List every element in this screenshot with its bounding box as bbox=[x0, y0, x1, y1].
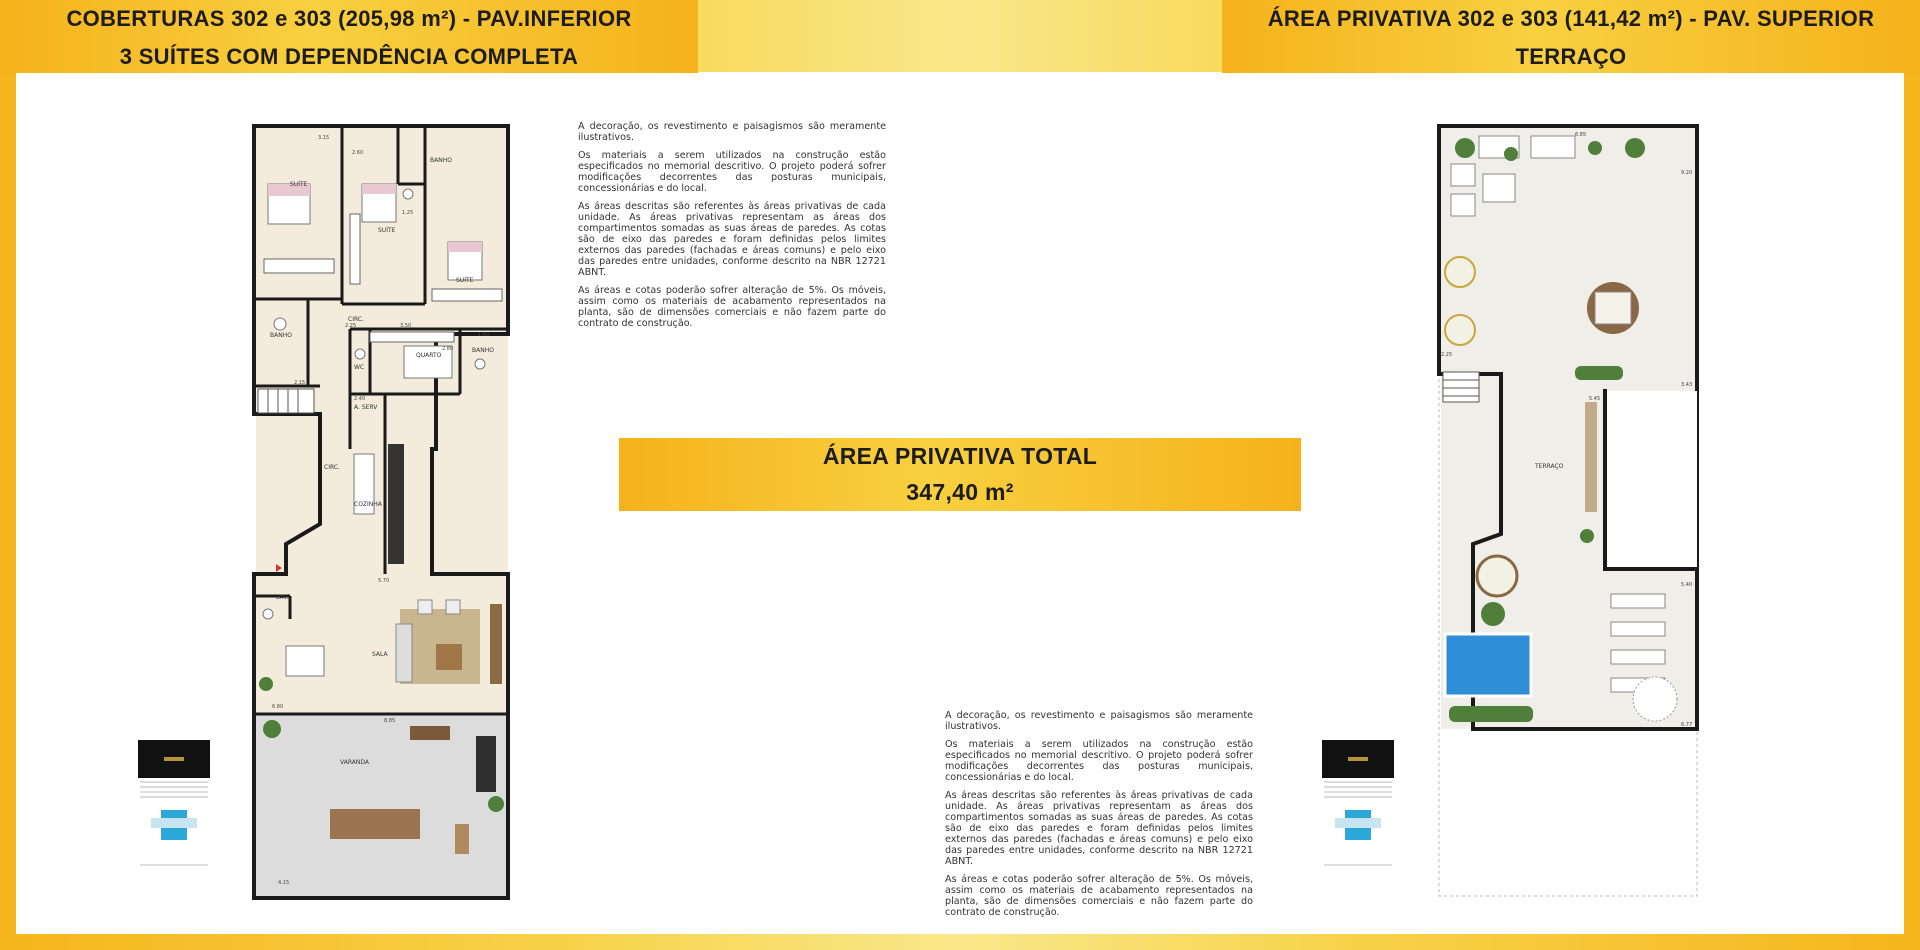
armchair-icon bbox=[418, 600, 432, 614]
wardrobe-icon bbox=[432, 289, 502, 301]
dimension-label: 9.20 bbox=[1681, 170, 1693, 176]
umbrella-icon bbox=[1633, 677, 1677, 721]
plant-icon bbox=[1580, 529, 1594, 543]
room-label: COZINHA bbox=[354, 501, 382, 508]
room-label: LAV. bbox=[276, 594, 289, 601]
bedding-icon bbox=[362, 184, 396, 194]
dining-table-icon bbox=[286, 646, 324, 676]
round-lounger-icon bbox=[1445, 315, 1475, 345]
round-lounger-icon bbox=[1477, 556, 1517, 596]
lounge-chairs-icon bbox=[410, 726, 450, 740]
dimension-label: 4.15 bbox=[278, 880, 290, 886]
bench-icon bbox=[455, 824, 469, 854]
lower-floor-banner bbox=[0, 0, 698, 73]
armchair-icon bbox=[1451, 194, 1475, 216]
upper-floor-title: ÁREA PRIVATIVA 302 e 303 (141,42 m²) - PAV. SUPERIOR bbox=[1267, 6, 1875, 31]
lower-floor-subtitle: 3 SUÍTES COM DEPENDÊNCIA COMPLETA bbox=[119, 44, 579, 69]
toilet-icon bbox=[274, 318, 286, 330]
stairs-icon bbox=[1443, 372, 1479, 402]
dimension-label: 5.45 bbox=[1589, 396, 1601, 402]
upper-floor-banner bbox=[1222, 0, 1920, 73]
dining-table-icon bbox=[1595, 292, 1631, 324]
total-area-banner bbox=[619, 438, 1301, 511]
void-area bbox=[1607, 391, 1697, 567]
room-label: CIRC. bbox=[348, 316, 364, 323]
dimension-label: 3.43 bbox=[1681, 382, 1693, 388]
note-paragraph: A decoração, os revestimento e paisagismos são meramente ilustrativos. bbox=[945, 710, 1253, 732]
plant-icon bbox=[259, 677, 273, 691]
dimension-label: 5.70 bbox=[378, 578, 390, 584]
sofa-icon bbox=[1531, 136, 1575, 158]
wardrobe-icon bbox=[350, 214, 360, 284]
sunbed-icon bbox=[1611, 650, 1665, 664]
room-label: QUARTO bbox=[416, 352, 442, 359]
plant-icon bbox=[1625, 138, 1645, 158]
dimension-label: 1.25 bbox=[402, 210, 414, 216]
planter-bench-icon bbox=[1585, 402, 1597, 512]
dimension-label: 3.50 bbox=[400, 323, 412, 329]
key-plan-map bbox=[151, 806, 197, 846]
key-plan-map bbox=[1335, 806, 1381, 846]
disclaimer-notes-bottom bbox=[945, 710, 1253, 925]
toilet-icon bbox=[403, 189, 413, 199]
plant-icon bbox=[488, 796, 504, 812]
dimension-label: 2.40 bbox=[354, 396, 366, 402]
room-label: SUÍTE bbox=[456, 277, 474, 284]
room-label: TERRAÇO bbox=[1535, 463, 1564, 470]
dimension-label: 6.80 bbox=[272, 704, 284, 710]
toilet-icon bbox=[475, 359, 485, 369]
stairs-icon bbox=[258, 389, 314, 413]
upper-floor-plan bbox=[1435, 124, 1700, 904]
dimension-label: 2.25 bbox=[1441, 352, 1453, 358]
armchair-icon bbox=[1451, 164, 1475, 186]
note-paragraph: Os materiais a serem utilizados na construção estão especificados no memorial descritivo. O projeto poderá sofrer modificações decorrentes das posturas municipais, concessionárias e do local. bbox=[578, 150, 886, 194]
room-label: BANHO bbox=[270, 332, 292, 339]
coffee-table-icon bbox=[1483, 174, 1515, 202]
note-paragraph: As áreas descritas são referentes às áreas privativas de cada unidade. As áreas privativas representam as áreas dos compartimentos somadas as suas áreas de paredes. As cotas são de eixo das paredes e foram definidas pelos limites externos das paredes (fachadas e áreas comuns) e pelo eixo das paredes entre unidades, conforme descrito na NBR 12721 ABNT. bbox=[945, 790, 1253, 867]
round-lounger-icon bbox=[1445, 257, 1475, 287]
kitchen-counter-icon bbox=[388, 444, 404, 564]
room-label: A. SERV bbox=[354, 404, 378, 411]
note-paragraph: As áreas e cotas poderão sofrer alteração de 5%. Os móveis, assim como os materiais de acabamento representados na planta, são de dimensões comerciais e não fazem parte do contrato de construção. bbox=[578, 285, 886, 329]
armchair-icon bbox=[446, 600, 460, 614]
dimension-label: 6.77 bbox=[1681, 722, 1693, 728]
room-label: SALA bbox=[372, 651, 388, 658]
lower-floor-plan bbox=[250, 124, 515, 902]
total-area-label: ÁREA PRIVATIVA TOTAL bbox=[822, 443, 1098, 469]
dimension-label: 2.60 bbox=[352, 150, 364, 156]
plant-row-icon bbox=[1575, 366, 1623, 380]
plant-icon bbox=[1455, 138, 1475, 158]
dimension-label: 6.85 bbox=[1575, 132, 1587, 138]
pool-icon bbox=[1445, 634, 1531, 696]
sofa-icon bbox=[396, 624, 412, 682]
bedding-icon bbox=[448, 242, 482, 252]
sunbed-icon bbox=[1611, 622, 1665, 636]
note-paragraph: As áreas e cotas poderão sofrer alteração de 5%. Os móveis, assim como os materiais de acabamento representados na planta, são de dimensões comerciais e não fazem parte do contrato de construção. bbox=[945, 874, 1253, 918]
plant-icon bbox=[1481, 602, 1505, 626]
grill-icon bbox=[476, 736, 496, 792]
note-paragraph: A decoração, os revestimento e paisagismos são meramente ilustrativos. bbox=[578, 121, 886, 143]
varanda-floor bbox=[256, 714, 508, 898]
developer-logo bbox=[1322, 740, 1394, 778]
plant-row-icon bbox=[1449, 706, 1533, 722]
dimension-label: 2.80 bbox=[442, 346, 454, 352]
key-plan-upper bbox=[1322, 740, 1394, 918]
room-label: SUÍTE bbox=[378, 227, 396, 234]
plant-icon bbox=[1588, 141, 1602, 155]
disclaimer-notes-top bbox=[578, 121, 886, 336]
room-label: BANHO bbox=[472, 347, 494, 354]
coffee-table-icon bbox=[436, 644, 462, 670]
plant-icon bbox=[1504, 147, 1518, 161]
key-plan-lower bbox=[138, 740, 210, 918]
room-label: SUÍTE bbox=[290, 181, 308, 188]
upper-floor-subtitle: TERRAÇO bbox=[1515, 44, 1627, 69]
dimension-label: 3.15 bbox=[318, 135, 330, 141]
room-label: VARANDA bbox=[340, 759, 369, 766]
note-paragraph: As áreas descritas são referentes às áreas privativas de cada unidade. As áreas privativas representam as áreas dos compartimentos somadas as suas áreas de paredes. As cotas são de eixo das paredes e foram definidas pelos limites externos das paredes (fachadas e áreas comuns) e pelo eixo das paredes entre unidades, conforme descrito na NBR 12721 ABNT. bbox=[578, 201, 886, 278]
dimension-label: 8.85 bbox=[384, 718, 396, 724]
dimension-label: 1.60 bbox=[478, 332, 490, 338]
outdoor-table-icon bbox=[330, 809, 420, 839]
toilet-icon bbox=[263, 609, 273, 619]
dimension-label: 5.40 bbox=[1681, 582, 1693, 588]
dimension-label: 2.15 bbox=[294, 380, 306, 386]
sunbed-icon bbox=[1611, 594, 1665, 608]
developer-logo bbox=[138, 740, 210, 778]
room-label: BANHO bbox=[430, 157, 452, 164]
dimension-label: 2.25 bbox=[345, 323, 357, 329]
wardrobe-icon bbox=[264, 259, 334, 273]
toilet-icon bbox=[355, 349, 365, 359]
room-label: WC bbox=[354, 364, 365, 371]
wardrobe-icon bbox=[370, 332, 454, 342]
tv-panel-icon bbox=[490, 604, 502, 684]
lower-floor-title: COBERTURAS 302 e 303 (205,98 m²) - PAV.INFERIOR bbox=[66, 6, 632, 31]
plant-icon bbox=[263, 720, 281, 738]
note-paragraph: Os materiais a serem utilizados na construção estão especificados no memorial descritivo. O projeto poderá sofrer modificações decorrentes das posturas municipais, concessionárias e do local. bbox=[945, 739, 1253, 783]
total-area-value: 347,40 m² bbox=[906, 479, 1014, 505]
room-label: CIRC. bbox=[324, 464, 340, 471]
